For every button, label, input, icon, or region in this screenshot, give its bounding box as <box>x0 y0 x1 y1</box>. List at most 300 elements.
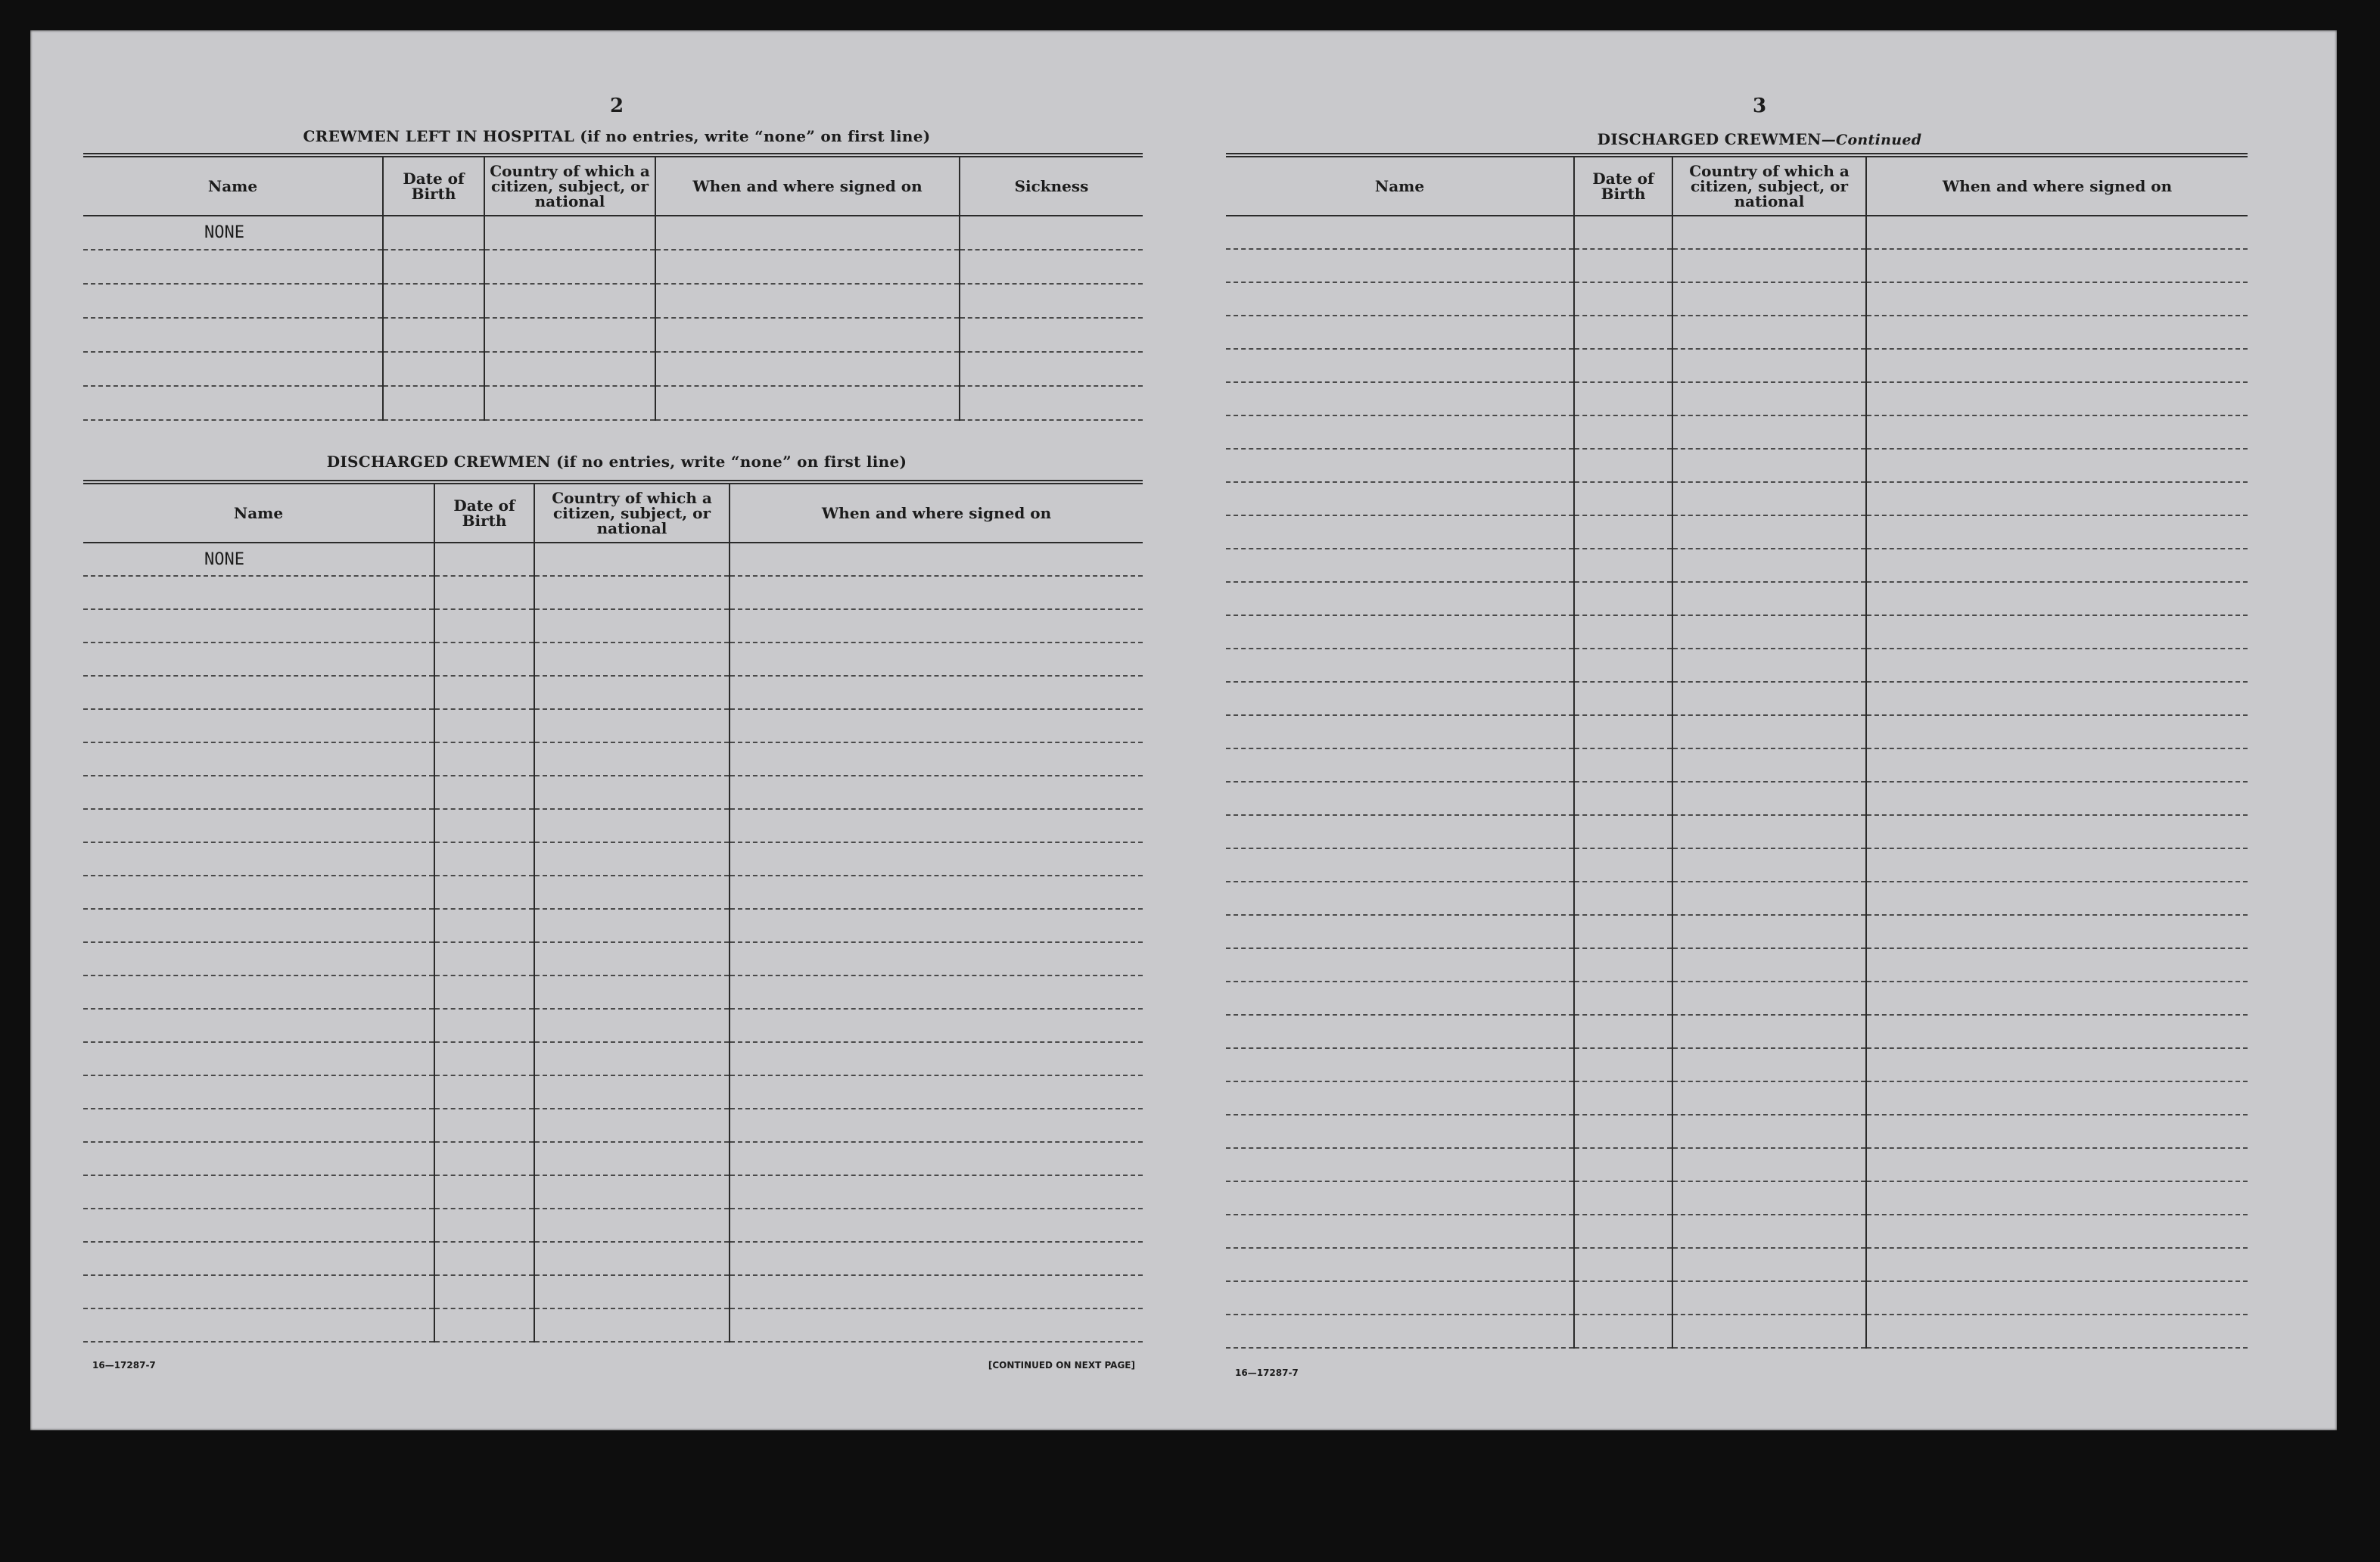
blank-cell[interactable] <box>1672 349 1866 382</box>
blank-cell[interactable] <box>1226 1315 1574 1348</box>
blank-cell[interactable] <box>1866 815 2248 848</box>
table-row <box>83 352 1143 386</box>
blank-cell[interactable] <box>434 1308 534 1342</box>
blank-cell[interactable] <box>1574 1181 1672 1215</box>
blank-cell[interactable] <box>1866 615 2248 649</box>
blank-cell[interactable] <box>83 809 434 842</box>
blank-cell[interactable] <box>1672 649 1866 682</box>
blank-cell[interactable] <box>1226 449 1574 482</box>
blank-cell[interactable] <box>83 609 434 643</box>
blank-cell[interactable] <box>1226 1115 1574 1148</box>
blank-cell[interactable] <box>534 1142 730 1175</box>
table-row <box>83 975 1143 1009</box>
blank-cell[interactable] <box>1866 449 2248 482</box>
blank-cell[interactable] <box>1672 815 1866 848</box>
blank-cell[interactable] <box>83 876 434 909</box>
blank-cell[interactable] <box>960 352 1143 386</box>
blank-cell[interactable] <box>434 1075 534 1109</box>
blank-cell[interactable] <box>655 284 960 318</box>
blank-cell[interactable] <box>1866 882 2248 915</box>
blank-cell[interactable] <box>434 1175 534 1209</box>
blank-cell[interactable] <box>434 543 534 576</box>
blank-cell[interactable] <box>434 975 534 1009</box>
blank-cell[interactable] <box>534 643 730 676</box>
blank-cell[interactable] <box>434 643 534 676</box>
blank-cell[interactable] <box>1672 715 1866 748</box>
blank-cell[interactable] <box>1672 615 1866 649</box>
blank-cell[interactable] <box>1866 515 2248 549</box>
table-row <box>1226 1281 2248 1315</box>
blank-cell[interactable] <box>730 709 1143 742</box>
blank-cell[interactable] <box>1866 1081 2248 1115</box>
blank-cell[interactable] <box>1226 1215 1574 1248</box>
blank-cell[interactable] <box>1866 982 2248 1015</box>
blank-cell[interactable] <box>1672 1281 1866 1315</box>
blank-cell[interactable] <box>1226 1081 1574 1115</box>
blank-cell[interactable] <box>534 576 730 609</box>
blank-cell[interactable] <box>1226 882 1574 915</box>
blank-cell[interactable] <box>655 250 960 284</box>
table-row <box>1226 715 2248 748</box>
blank-cell[interactable] <box>730 809 1143 842</box>
blank-cell[interactable] <box>1574 216 1672 249</box>
blank-cell[interactable] <box>1672 682 1866 715</box>
table-row <box>83 1275 1143 1308</box>
blank-cell[interactable] <box>83 318 383 352</box>
blank-cell[interactable] <box>960 284 1143 318</box>
blank-cell[interactable] <box>434 742 534 776</box>
blank-cell[interactable] <box>534 1075 730 1109</box>
table-row <box>1226 848 2248 882</box>
blank-cell[interactable] <box>1866 482 2248 515</box>
table-row <box>83 742 1143 776</box>
blank-cell[interactable] <box>1574 1248 1672 1281</box>
blank-cell[interactable] <box>1226 1015 1574 1048</box>
blank-cell[interactable] <box>1574 948 1672 982</box>
blank-cell[interactable] <box>1574 1048 1672 1081</box>
column-header: When and where signed on <box>1866 155 2248 216</box>
blank-cell[interactable] <box>730 1175 1143 1209</box>
table-row <box>83 1075 1143 1109</box>
blank-cell[interactable] <box>1866 1315 2248 1348</box>
blank-cell[interactable] <box>534 1042 730 1075</box>
blank-cell[interactable] <box>83 1209 434 1242</box>
blank-cell[interactable] <box>1672 1148 1866 1181</box>
blank-cell[interactable] <box>83 975 434 1009</box>
blank-cell[interactable] <box>1866 316 2248 349</box>
blank-cell[interactable] <box>534 543 730 576</box>
blank-cell[interactable] <box>83 386 383 420</box>
blank-cell[interactable] <box>730 1042 1143 1075</box>
blank-cell[interactable] <box>383 284 484 318</box>
blank-cell[interactable] <box>83 842 434 876</box>
blank-cell[interactable] <box>383 216 484 250</box>
blank-cell[interactable] <box>1866 1181 2248 1215</box>
blank-cell[interactable] <box>434 1042 534 1075</box>
blank-cell[interactable] <box>534 909 730 942</box>
blank-cell[interactable] <box>1866 848 2248 882</box>
blank-cell[interactable] <box>484 250 655 284</box>
blank-cell[interactable] <box>434 809 534 842</box>
blank-cell[interactable] <box>534 1109 730 1142</box>
blank-cell[interactable] <box>1574 1215 1672 1248</box>
blank-cell[interactable] <box>960 250 1143 284</box>
blank-cell[interactable] <box>730 676 1143 709</box>
table-row <box>1226 316 2248 349</box>
blank-cell[interactable] <box>1866 1048 2248 1081</box>
blank-cell[interactable] <box>1866 415 2248 449</box>
blank-cell[interactable] <box>1672 582 1866 615</box>
blank-cell[interactable] <box>1866 349 2248 382</box>
blank-cell[interactable] <box>534 942 730 975</box>
blank-cell[interactable] <box>730 643 1143 676</box>
blank-cell[interactable] <box>1574 1281 1672 1315</box>
table-row <box>83 876 1143 909</box>
blank-cell[interactable] <box>534 1209 730 1242</box>
blank-cell[interactable] <box>1672 382 1866 415</box>
blank-cell[interactable] <box>730 1109 1143 1142</box>
table-row <box>1226 615 2248 649</box>
page-number-right: 3 <box>1752 95 1767 117</box>
blank-cell[interactable] <box>1226 349 1574 382</box>
blank-cell[interactable] <box>534 809 730 842</box>
blank-cell[interactable] <box>534 975 730 1009</box>
blank-cell[interactable] <box>434 942 534 975</box>
blank-cell[interactable] <box>1672 882 1866 915</box>
blank-cell[interactable] <box>534 1275 730 1308</box>
blank-cell[interactable] <box>1226 1181 1574 1215</box>
blank-cell[interactable] <box>1574 1148 1672 1181</box>
blank-cell[interactable] <box>434 676 534 709</box>
blank-cell[interactable] <box>1574 782 1672 815</box>
blank-cell[interactable] <box>1226 915 1574 948</box>
table-row <box>83 1142 1143 1175</box>
blank-cell[interactable] <box>730 1275 1143 1308</box>
blank-cell[interactable] <box>383 352 484 386</box>
blank-cell[interactable] <box>1574 1081 1672 1115</box>
table-row <box>83 809 1143 842</box>
blank-cell[interactable] <box>730 942 1143 975</box>
blank-cell[interactable] <box>1866 948 2248 982</box>
blank-cell[interactable] <box>1574 1015 1672 1048</box>
entry-cell[interactable]: NONE <box>83 543 434 576</box>
blank-cell[interactable] <box>1226 715 1574 748</box>
blank-cell[interactable] <box>1672 282 1866 316</box>
blank-cell[interactable] <box>83 776 434 809</box>
blank-cell[interactable] <box>730 1075 1143 1109</box>
blank-cell[interactable] <box>434 1142 534 1175</box>
blank-cell[interactable] <box>1866 715 2248 748</box>
blank-cell[interactable] <box>1672 1115 1866 1148</box>
table-row <box>1226 515 2248 549</box>
blank-cell[interactable] <box>1574 682 1672 715</box>
blank-cell[interactable] <box>434 1109 534 1142</box>
blank-cell[interactable] <box>1574 982 1672 1015</box>
blank-cell[interactable] <box>83 942 434 975</box>
entry-cell[interactable]: NONE <box>83 216 383 250</box>
blank-cell[interactable] <box>1574 549 1672 582</box>
blank-cell[interactable] <box>434 576 534 609</box>
blank-cell[interactable] <box>960 386 1143 420</box>
blank-cell[interactable] <box>960 216 1143 250</box>
blank-cell[interactable] <box>1574 848 1672 882</box>
blank-cell[interactable] <box>534 609 730 643</box>
blank-cell[interactable] <box>484 284 655 318</box>
blank-cell[interactable] <box>1226 682 1574 715</box>
blank-cell[interactable] <box>1672 449 1866 482</box>
blank-cell[interactable] <box>1574 449 1672 482</box>
blank-cell[interactable] <box>83 1075 434 1109</box>
blank-cell[interactable] <box>434 1209 534 1242</box>
blank-cell[interactable] <box>1672 1181 1866 1215</box>
table-row <box>1226 649 2248 682</box>
blank-cell[interactable] <box>1226 982 1574 1015</box>
blank-cell[interactable] <box>1672 982 1866 1015</box>
blank-cell[interactable] <box>1866 216 2248 249</box>
blank-cell[interactable] <box>434 909 534 942</box>
table-row <box>1226 982 2248 1015</box>
table-row <box>1226 282 2248 316</box>
blank-cell[interactable] <box>83 352 383 386</box>
page-number-left: 2 <box>609 95 624 117</box>
hospital-title-note: (if no entries, write “none” on first line) <box>580 127 931 145</box>
blank-cell[interactable] <box>434 1275 534 1308</box>
blank-cell[interactable] <box>1226 748 1574 782</box>
blank-cell[interactable] <box>1574 249 1672 282</box>
form-code-left: 16—17287-7 <box>92 1360 156 1371</box>
blank-cell[interactable] <box>1226 216 1574 249</box>
table-row <box>83 609 1143 643</box>
table-row <box>83 386 1143 420</box>
blank-cell[interactable] <box>1866 682 2248 715</box>
blank-cell[interactable] <box>1866 782 2248 815</box>
blank-cell[interactable] <box>534 709 730 742</box>
blank-cell[interactable] <box>1866 1248 2248 1281</box>
table-row <box>83 942 1143 975</box>
blank-cell[interactable] <box>1574 282 1672 316</box>
blank-cell[interactable] <box>1574 815 1672 848</box>
blank-cell[interactable] <box>83 1009 434 1042</box>
blank-cell[interactable] <box>1226 1281 1574 1315</box>
blank-cell[interactable] <box>730 1009 1143 1042</box>
blank-cell[interactable] <box>534 1175 730 1209</box>
blank-cell[interactable] <box>1226 848 1574 882</box>
table-row <box>1226 1048 2248 1081</box>
blank-cell[interactable] <box>960 318 1143 352</box>
blank-cell[interactable] <box>1574 882 1672 915</box>
blank-cell[interactable] <box>1226 249 1574 282</box>
blank-cell[interactable] <box>1672 1248 1866 1281</box>
blank-cell[interactable] <box>1226 1148 1574 1181</box>
blank-cell[interactable] <box>83 676 434 709</box>
blank-cell[interactable] <box>730 609 1143 643</box>
blank-cell[interactable] <box>730 576 1143 609</box>
blank-cell[interactable] <box>1866 282 2248 316</box>
blank-cell[interactable] <box>1574 415 1672 449</box>
blank-cell[interactable] <box>83 1042 434 1075</box>
blank-cell[interactable] <box>1866 249 2248 282</box>
blank-cell[interactable] <box>1226 482 1574 515</box>
discharged-continued-table <box>1226 153 2248 1349</box>
blank-cell[interactable] <box>1672 915 1866 948</box>
blank-cell[interactable] <box>1574 349 1672 382</box>
blank-cell[interactable] <box>1226 582 1574 615</box>
blank-cell[interactable] <box>1574 748 1672 782</box>
blank-cell[interactable] <box>484 318 655 352</box>
blank-cell[interactable] <box>1574 316 1672 349</box>
blank-cell[interactable] <box>1866 382 2248 415</box>
column-header: Date of Birth <box>434 482 534 543</box>
blank-cell[interactable] <box>383 318 484 352</box>
blank-cell[interactable] <box>1866 1215 2248 1248</box>
blank-cell[interactable] <box>83 250 383 284</box>
blank-cell[interactable] <box>730 876 1143 909</box>
table-row <box>1226 948 2248 982</box>
blank-cell[interactable] <box>1574 915 1672 948</box>
blank-cell[interactable] <box>1226 549 1574 582</box>
blank-cell[interactable] <box>1226 316 1574 349</box>
blank-cell[interactable] <box>730 1209 1143 1242</box>
blank-cell[interactable] <box>83 643 434 676</box>
blank-cell[interactable] <box>83 576 434 609</box>
blank-cell[interactable] <box>1672 782 1866 815</box>
blank-cell[interactable] <box>534 1009 730 1042</box>
blank-cell[interactable] <box>1866 1115 2248 1148</box>
blank-cell[interactable] <box>1866 1015 2248 1048</box>
blank-cell[interactable] <box>1226 515 1574 549</box>
blank-cell[interactable] <box>534 776 730 809</box>
blank-cell[interactable] <box>1574 515 1672 549</box>
blank-cell[interactable] <box>1672 1015 1866 1048</box>
blank-cell[interactable] <box>730 975 1143 1009</box>
blank-cell[interactable] <box>1672 549 1866 582</box>
blank-cell[interactable] <box>730 1242 1143 1275</box>
table-row <box>83 1109 1143 1142</box>
blank-cell[interactable] <box>434 1009 534 1042</box>
table-row <box>83 842 1143 876</box>
blank-cell[interactable] <box>1226 615 1574 649</box>
blank-cell[interactable] <box>730 1308 1143 1342</box>
blank-cell[interactable] <box>1226 1048 1574 1081</box>
blank-cell[interactable] <box>730 842 1143 876</box>
hospital-table <box>83 153 1143 421</box>
blank-cell[interactable] <box>1226 282 1574 316</box>
blank-cell[interactable] <box>383 386 484 420</box>
blank-cell[interactable] <box>730 1142 1143 1175</box>
blank-cell[interactable] <box>83 1175 434 1209</box>
blank-cell[interactable] <box>484 386 655 420</box>
blank-cell[interactable] <box>83 1242 434 1275</box>
blank-cell[interactable] <box>434 776 534 809</box>
blank-cell[interactable] <box>1574 482 1672 515</box>
blank-cell[interactable] <box>1672 948 1866 982</box>
blank-cell[interactable] <box>1672 515 1866 549</box>
blank-cell[interactable] <box>1866 549 2248 582</box>
blank-cell[interactable] <box>1866 649 2248 682</box>
blank-cell[interactable] <box>1672 482 1866 515</box>
blank-cell[interactable] <box>1574 1315 1672 1348</box>
blank-cell[interactable] <box>434 876 534 909</box>
blank-cell[interactable] <box>1672 216 1866 249</box>
blank-cell[interactable] <box>1672 748 1866 782</box>
blank-cell[interactable] <box>1226 948 1574 982</box>
blank-cell[interactable] <box>83 709 434 742</box>
blank-cell[interactable] <box>534 1242 730 1275</box>
blank-cell[interactable] <box>1672 249 1866 282</box>
blank-cell[interactable] <box>1226 649 1574 682</box>
blank-cell[interactable] <box>655 386 960 420</box>
blank-cell[interactable] <box>534 842 730 876</box>
blank-cell[interactable] <box>655 216 960 250</box>
discharged-table <box>83 480 1143 1343</box>
blank-cell[interactable] <box>83 284 383 318</box>
blank-cell[interactable] <box>1574 615 1672 649</box>
blank-cell[interactable] <box>1574 382 1672 415</box>
table-row <box>83 909 1143 942</box>
blank-cell[interactable] <box>484 216 655 250</box>
blank-cell[interactable] <box>83 909 434 942</box>
blank-cell[interactable] <box>1226 415 1574 449</box>
table-row <box>1226 482 2248 515</box>
blank-cell[interactable] <box>83 1308 434 1342</box>
blank-cell[interactable] <box>484 352 655 386</box>
blank-cell[interactable] <box>655 318 960 352</box>
blank-cell[interactable] <box>730 742 1143 776</box>
blank-cell[interactable] <box>1574 649 1672 682</box>
blank-cell[interactable] <box>1672 1215 1866 1248</box>
right-page <box>1226 30 2293 1430</box>
blank-cell[interactable] <box>1574 582 1672 615</box>
blank-cell[interactable] <box>83 1109 434 1142</box>
blank-cell[interactable] <box>83 1275 434 1308</box>
blank-cell[interactable] <box>1226 782 1574 815</box>
blank-cell[interactable] <box>1672 1315 1866 1348</box>
blank-cell[interactable] <box>730 909 1143 942</box>
blank-cell[interactable] <box>1574 1115 1672 1148</box>
blank-cell[interactable] <box>534 876 730 909</box>
blank-cell[interactable] <box>383 250 484 284</box>
discharged-continued-text: DISCHARGED CREWMEN <box>1597 130 1822 148</box>
blank-cell[interactable] <box>83 1142 434 1175</box>
blank-cell[interactable] <box>1672 848 1866 882</box>
blank-cell[interactable] <box>730 776 1143 809</box>
blank-cell[interactable] <box>1672 316 1866 349</box>
blank-cell[interactable] <box>434 842 534 876</box>
blank-cell[interactable] <box>434 609 534 643</box>
blank-cell[interactable] <box>1866 582 2248 615</box>
blank-cell[interactable] <box>1672 415 1866 449</box>
blank-cell[interactable] <box>1866 748 2248 782</box>
blank-cell[interactable] <box>1672 1081 1866 1115</box>
blank-cell[interactable] <box>1866 915 2248 948</box>
blank-cell[interactable] <box>1226 1248 1574 1281</box>
blank-cell[interactable] <box>1866 1148 2248 1181</box>
blank-cell[interactable] <box>434 709 534 742</box>
blank-cell[interactable] <box>1226 815 1574 848</box>
blank-cell[interactable] <box>534 676 730 709</box>
blank-cell[interactable] <box>1574 715 1672 748</box>
blank-cell[interactable] <box>434 1242 534 1275</box>
blank-cell[interactable] <box>1866 1281 2248 1315</box>
blank-cell[interactable] <box>1672 1048 1866 1081</box>
blank-cell[interactable] <box>534 742 730 776</box>
blank-cell[interactable] <box>83 742 434 776</box>
blank-cell[interactable] <box>1226 382 1574 415</box>
blank-cell[interactable] <box>534 1308 730 1342</box>
blank-cell[interactable] <box>730 543 1143 576</box>
blank-cell[interactable] <box>655 352 960 386</box>
table-row <box>1226 815 2248 848</box>
